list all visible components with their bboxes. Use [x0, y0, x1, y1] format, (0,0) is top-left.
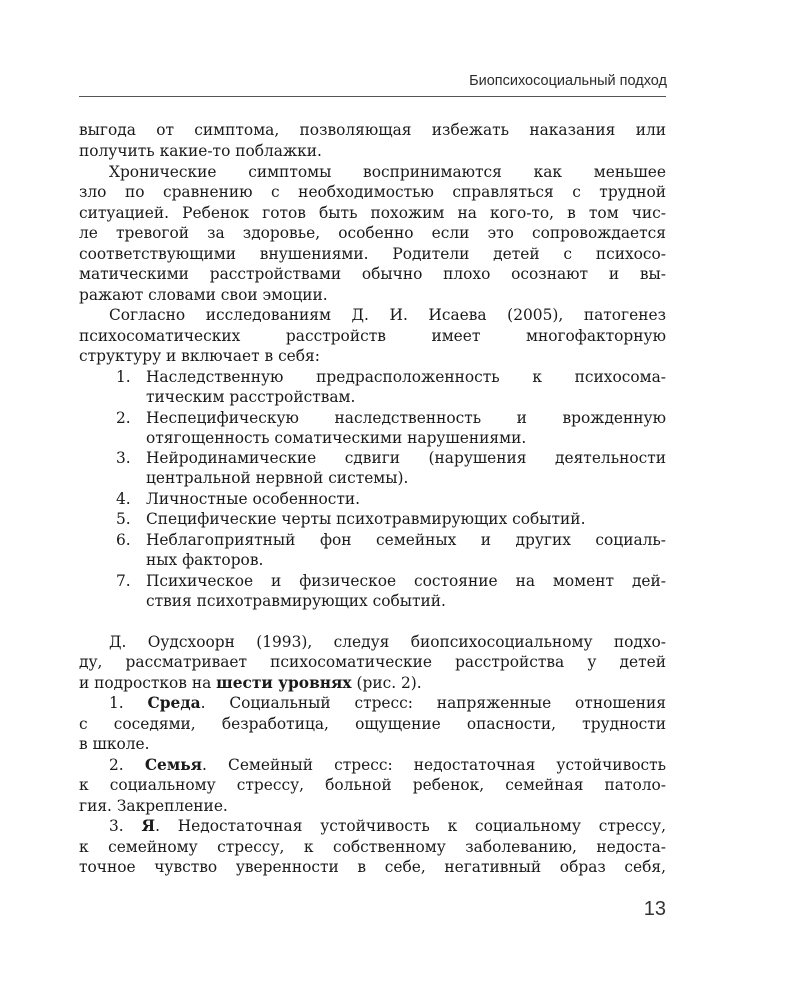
text-line: в школе. [79, 735, 150, 753]
list-item-number: 3. [116, 449, 131, 467]
list-item-number: 7. [116, 572, 131, 590]
level-3-line: 3. Я. Недостаточная устойчивость к социальному стрессу, [109, 817, 667, 835]
list-item-text: ствия психотравмирующих событий. [146, 592, 446, 610]
text-line: ражают словами свои эмоции. [79, 286, 328, 304]
list-item-text: Специфические черты психотравмирующих событий. [146, 510, 586, 528]
text-line: выгода от симптома, позволяющая избежать наказания или [79, 121, 666, 139]
text-line: структуру и включает в себя: [79, 347, 320, 365]
text-line: Согласно исследованиям Д. И. Исаева (2005), патогенез [109, 306, 666, 324]
text-line: и подростков на шести уровнях (рис. 2). [79, 674, 422, 692]
level-2-line: 2. Семья. Семейный стресс: недостаточная устойчивость [109, 756, 667, 774]
list-item-text: Неспецифическую наследственность и врожденную [146, 409, 666, 427]
level-title: Я [141, 817, 156, 835]
list-item-number: 6. [116, 531, 131, 549]
text-line: ле тревогой за здоровье, особенно если это сопровождается [79, 224, 666, 242]
bold-term: шести уровнях [216, 674, 352, 692]
list-item-text: ных факторов. [146, 551, 264, 569]
text-line: психосоматических расстройств имеет многофакторную [79, 327, 666, 345]
list-item-text: Наследственную предрасположенность к психосома- [146, 368, 666, 386]
list-item-text: центральной нервной системы). [146, 469, 409, 487]
text-line: к социальному стрессу, больной ребенок, семейная патоло- [79, 776, 666, 794]
list-item-text: Нейродинамические сдвиги (нарушения деятельности [146, 449, 666, 467]
text-line: ситуацией. Ребенок готов быть похожим на кого-то, в том чис- [79, 204, 666, 222]
list-item-text: Психическое и физическое состояние на момент дей- [146, 572, 666, 590]
text-line: ду, рассматривает психосоматические расстройства у детей [79, 653, 666, 671]
text-line: точное чувство уверенности в себе, негативный образ себя, [79, 858, 666, 876]
header-rule [79, 96, 666, 97]
text-line: к семейному стрессу, к собственному заболеванию, недоста- [79, 838, 666, 856]
text-line: Хронические симптомы воспринимаются как меньшее [109, 163, 666, 181]
list-item-text: тическим расстройствам. [146, 388, 356, 406]
list-item-text: Личностные особенности. [146, 490, 361, 508]
list-item-number: 5. [116, 510, 131, 528]
list-item-number: 1. [116, 368, 131, 386]
running-head: Биопсихосоциальный подход [469, 73, 667, 89]
text-line: получить какие-то поблажки. [79, 142, 322, 160]
text-line: с соседями, безработица, ощущение опасности, трудности [79, 715, 666, 733]
list-item-number: 4. [116, 490, 131, 508]
text-line: Д. Оудсхоорн (1993), следуя биопсихосоциальному подхо- [109, 633, 666, 651]
text-line: матическими расстройствами обычно плохо осознают и вы- [79, 265, 666, 283]
level-1-line: 1. Среда. Социальный стресс: напряженные отношения [109, 694, 666, 712]
page-number: 13 [643, 898, 666, 920]
list-item-text: Неблагоприятный фон семейных и других социаль- [146, 531, 666, 549]
text-line: соответствующими внушениями. Родители детей с психосо- [79, 245, 666, 263]
list-item-text: отягощенность соматическими нарушениями. [146, 429, 527, 447]
level-title: Семья [144, 756, 203, 774]
text-line: зло по сравнению с необходимостью справляться с трудной [79, 183, 666, 201]
list-item-number: 2. [116, 409, 131, 427]
text-line: гия. Закрепление. [79, 797, 228, 815]
level-title: Среда [147, 694, 201, 712]
